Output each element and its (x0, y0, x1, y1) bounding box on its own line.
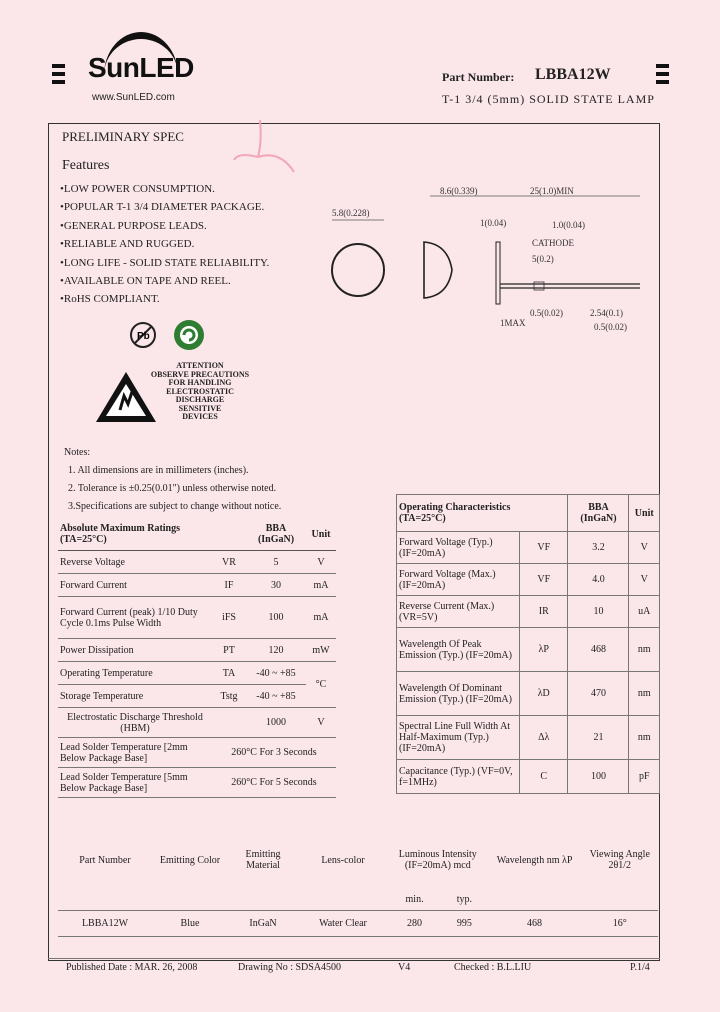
footer-divider (48, 958, 660, 959)
dim-lead-length: 25(1.0)MIN (530, 186, 574, 196)
cathode-label: CATHODE (532, 238, 574, 248)
table-row: Wavelength Of Dominant Emission (Typ.) (IF=20mA) λD 470 nm (397, 672, 660, 716)
note-item: 3.Specifications are subject to change without notice. (68, 501, 282, 512)
table-row: Power Dissipation PT 120 mW (58, 639, 336, 662)
rohs-icon (172, 318, 206, 352)
footer-checked: Checked : B.L.LIU (454, 962, 532, 973)
table-row: min. typ. (405, 894, 472, 906)
note-item: 2. Tolerance is ±0.25(0.01") unless otherwise noted. (68, 483, 277, 494)
op-title: Operating Characteristics (399, 502, 511, 513)
dim-flange: 1(0.04) (480, 218, 507, 228)
dim-lead-2: 5(0.2) (532, 254, 554, 264)
table-row (58, 518, 336, 551)
op-col-unit: Unit (629, 495, 660, 532)
esd-attention-text: ATTENTION OBSERVE PRECAUTIONS FOR HANDLING ELECTROSTATIC DISCHARGE SENSITIVE DEVICES (150, 361, 250, 421)
dim-length: 8.6(0.339) (440, 186, 478, 196)
features-list (60, 180, 269, 309)
footer-drawing: Drawing No : SDSA4500 (238, 962, 342, 973)
abs-col-mat: (InGaN) (257, 534, 295, 545)
brand-logo: SunLED (88, 52, 194, 83)
table-row: Forward Voltage (Typ.) (IF=20mA) VF 3.2 V (397, 532, 660, 564)
notes-block (64, 444, 281, 516)
dim-max: 1MAX (500, 318, 526, 328)
watermark-icon (230, 112, 310, 182)
dim-lead-4: 0.5(0.02) (594, 322, 627, 332)
right-bars-decoration (656, 64, 669, 88)
abs-col-bba: BBA (265, 523, 287, 534)
abs-cond: (TA=25°C) (60, 534, 107, 545)
package-outline-drawing (320, 180, 650, 340)
dim-diameter: 5.8(0.228) (332, 208, 370, 218)
table-row: Electrostatic Discharge Threshold (HBM) 1000 V (58, 708, 336, 738)
table-row: Forward Current IF 30 mA (58, 574, 336, 597)
table-row: Spectral Line Full Width At Half-Maximum (Typ.) (IF=20mA) Δλ 21 nm (397, 716, 660, 760)
left-bars-decoration (52, 64, 65, 88)
footer-published: Published Date : MAR. 26, 2008 (66, 962, 198, 973)
list-item: • LOW POWER CONSUMPTION. (60, 180, 269, 198)
abs-title: Absolute Maximum Ratings (60, 523, 181, 534)
list-item: • AVAILABLE ON TAPE AND REEL. (60, 272, 269, 290)
abs-col-unit: Unit (306, 518, 336, 551)
op-cond: (TA=25°C) (399, 513, 446, 524)
table-row: Lead Solder Temperature [5mm Below Package Base] 260°C For 5 Seconds (58, 768, 336, 798)
table-row: Wavelength Of Peak Emission (Typ.) (IF=20mA) λP 468 nm (397, 628, 660, 672)
dim-lead-3: 0.5(0.02) (530, 308, 563, 318)
table-row: Part Number Emitting Color Emitting Material Lens-color Luminous Intensity (IF=20mA) mcd Wavelength nm λP Viewing Angle 2θ1/2 (79, 849, 650, 871)
dim-pitch: 2.54(0.1) (590, 308, 623, 318)
pb-label: Pb (137, 331, 150, 342)
operating-characteristics-table (396, 494, 660, 794)
absolute-max-ratings-table (58, 518, 336, 798)
brand-url: www.SunLED.com (92, 92, 175, 103)
list-item: • GENERAL PURPOSE LEADS. (60, 217, 269, 235)
table-row: LBBA12W Blue InGaN Water Clear 280 995 468 16° (58, 910, 658, 936)
list-item: • POPULAR T-1 3/4 DIAMETER PACKAGE. (60, 198, 269, 216)
product-subtitle: T-1 3/4 (5mm) SOLID STATE LAMP (442, 92, 655, 106)
part-number-label: Part Number: (442, 70, 515, 84)
part-number-value: LBBA12W (535, 66, 611, 83)
table-row: Forward Current (peak) 1/10 Duty Cycle 0.1ms Pulse Width iFS 100 mA (58, 597, 336, 639)
list-item: • LONG LIFE - SOLID STATE RELIABILITY. (60, 254, 269, 272)
table-row: Reverse Current (Max.) (VR=5V) IR 10 uA (397, 596, 660, 628)
note-item: 1. All dimensions are in millimeters (inches). (68, 465, 249, 476)
features-title: Features (62, 158, 110, 173)
preliminary-label: PRELIMINARY SPEC (62, 129, 184, 144)
pb-free-icon (128, 320, 158, 350)
notes-title: Notes: (64, 447, 91, 458)
list-item: • RoHS COMPLIANT. (60, 290, 269, 308)
op-col-mat: (InGaN) (580, 513, 617, 524)
table-row: Forward Voltage (Max.) (IF=20mA) VF 4.0 V (397, 564, 660, 596)
footer-page: P.1/4 (630, 962, 650, 973)
list-item: • RELIABLE AND RUGGED. (60, 235, 269, 253)
dim-lead-1: 1.0(0.04) (552, 220, 585, 230)
table-row: Lead Solder Temperature [2mm Below Package Base] 260°C For 3 Seconds (58, 738, 336, 768)
selection-guide-table (58, 830, 658, 937)
table-row: Operating Temperature TA -40 ~ +85 °C (58, 662, 336, 685)
table-row (397, 495, 660, 532)
table-row: Storage Temperature Tstg -40 ~ +85 (58, 685, 336, 708)
footer-version: V4 (398, 962, 411, 973)
table-row: Capacitance (Typ.) (VF=0V, f=1MHz) C 100 pF (397, 760, 660, 794)
table-row: Reverse Voltage VR 5 V (58, 551, 336, 574)
op-col-bba: BBA (588, 502, 609, 513)
esd-warning-icon (94, 370, 158, 424)
